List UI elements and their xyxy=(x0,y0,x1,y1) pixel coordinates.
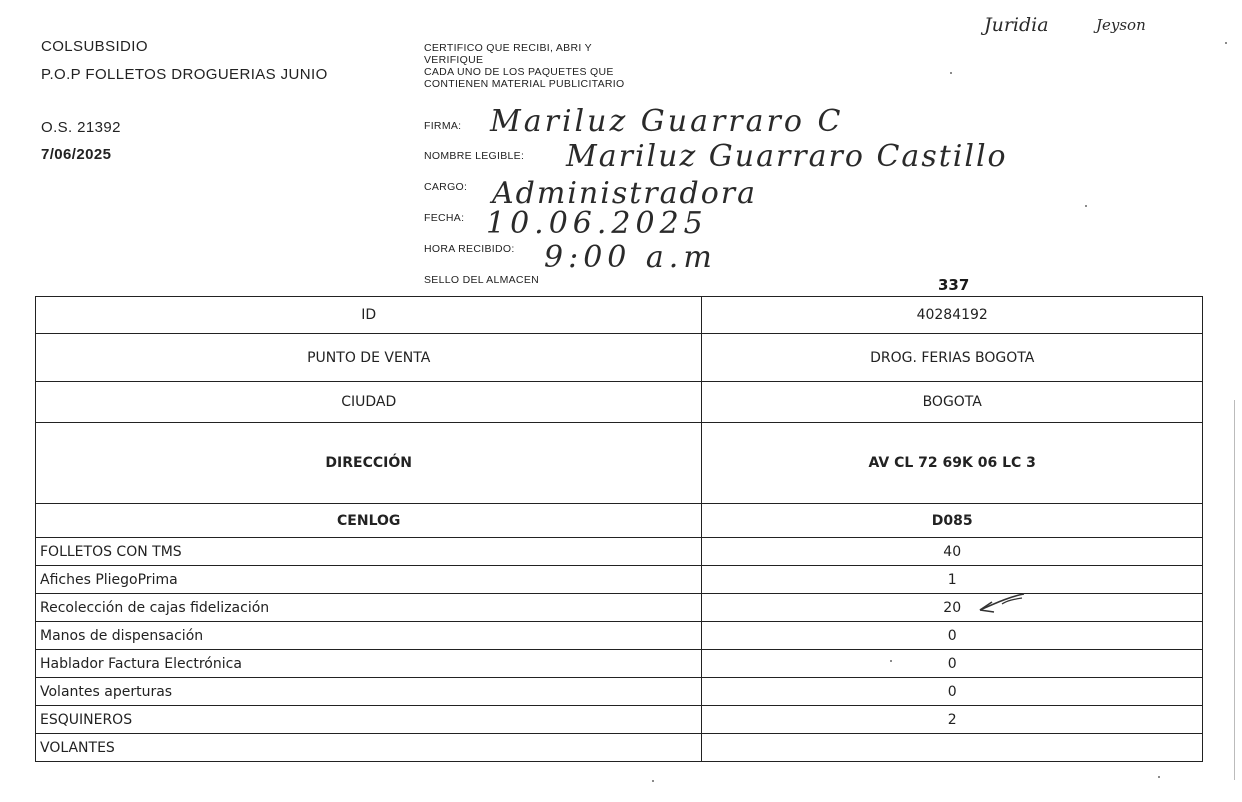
row-value: AV CL 72 69K 06 LC 3 xyxy=(702,423,1203,504)
cargo-label: CARGO: xyxy=(424,181,468,193)
certificate-text xyxy=(424,42,624,90)
scan-speck xyxy=(1085,205,1087,207)
item-label: Recolección de cajas fidelización xyxy=(36,594,702,622)
table-row xyxy=(36,382,1203,423)
order-number: O.S. 21392 xyxy=(41,119,121,136)
nombre-label: NOMBRE LEGIBLE: xyxy=(424,150,525,162)
row-label: PUNTO DE VENTA xyxy=(36,334,702,382)
item-value: 2 xyxy=(702,706,1203,734)
item-label: Hablador Factura Electrónica xyxy=(36,650,702,678)
table-row xyxy=(36,706,1203,734)
table-row xyxy=(36,538,1203,566)
item-label: VOLANTES xyxy=(36,734,702,762)
scan-speck xyxy=(652,780,654,782)
item-value: 0 xyxy=(702,622,1203,650)
item-value: 0 xyxy=(702,650,1203,678)
table-row xyxy=(36,734,1203,762)
table-row xyxy=(36,650,1203,678)
table-row xyxy=(36,423,1203,504)
row-value: DROG. FERIAS BOGOTA xyxy=(702,334,1203,382)
scan-speck xyxy=(890,660,892,662)
scan-speck xyxy=(1225,42,1227,44)
table-row xyxy=(36,678,1203,706)
item-label: ESQUINEROS xyxy=(36,706,702,734)
certificate-line: CERTIFICO QUE RECIBI, ABRI Y xyxy=(424,42,592,54)
item-value: 20 xyxy=(702,594,1203,622)
campaign-title: P.O.P FOLLETOS DROGUERIAS JUNIO xyxy=(41,66,328,83)
table-row xyxy=(36,334,1203,382)
table-row xyxy=(36,622,1203,650)
firma-signature: Mariluz Guarraro C xyxy=(490,104,844,139)
row-value: D085 xyxy=(702,504,1203,538)
fecha-label: FECHA: xyxy=(424,212,465,224)
hora-value: 9:00 a.m xyxy=(544,240,717,275)
item-value: 0 xyxy=(702,678,1203,706)
row-label: CIUDAD xyxy=(36,382,702,423)
certificate-line: VERIFIQUE xyxy=(424,54,484,66)
row-label: DIRECCIÓN xyxy=(36,423,702,504)
item-value: 40 xyxy=(702,538,1203,566)
sello-number: 337 xyxy=(938,276,970,294)
certificate-line: CADA UNO DE LOS PAQUETES QUE xyxy=(424,66,614,78)
cargo-value: Administradora xyxy=(492,176,757,211)
handwritten-arrow-icon xyxy=(972,590,1028,616)
item-label: Volantes aperturas xyxy=(36,678,702,706)
delivery-table xyxy=(35,296,1203,762)
row-value: BOGOTA xyxy=(702,382,1203,423)
scan-speck xyxy=(1158,776,1160,778)
item-value xyxy=(702,734,1203,762)
item-label: Afiches PliegoPrima xyxy=(36,566,702,594)
handwritten-note-1: Juridia xyxy=(984,14,1049,36)
fecha-value: 10.06.2025 xyxy=(486,206,708,241)
document-date: 7/06/2025 xyxy=(41,146,112,163)
item-label: FOLLETOS CON TMS xyxy=(36,538,702,566)
row-label: CENLOG xyxy=(36,504,702,538)
company-name: COLSUBSIDIO xyxy=(41,38,148,55)
hora-label: HORA RECIBIDO: xyxy=(424,243,515,255)
item-value: 1 xyxy=(702,566,1203,594)
row-label: ID xyxy=(36,297,702,334)
nombre-value: Mariluz Guarraro Castillo xyxy=(566,139,1008,174)
row-value: 40284192 xyxy=(702,297,1203,334)
handwritten-note-2: Jeyson xyxy=(1096,16,1146,34)
firma-label: FIRMA: xyxy=(424,120,462,132)
table-row xyxy=(36,504,1203,538)
scan-edge-line xyxy=(1234,400,1235,780)
table-row xyxy=(36,297,1203,334)
item-label: Manos de dispensación xyxy=(36,622,702,650)
scan-speck xyxy=(950,72,952,74)
sello-label: SELLO DEL ALMACEN xyxy=(424,274,540,286)
certificate-line: CONTIENEN MATERIAL PUBLICITARIO xyxy=(424,78,625,90)
